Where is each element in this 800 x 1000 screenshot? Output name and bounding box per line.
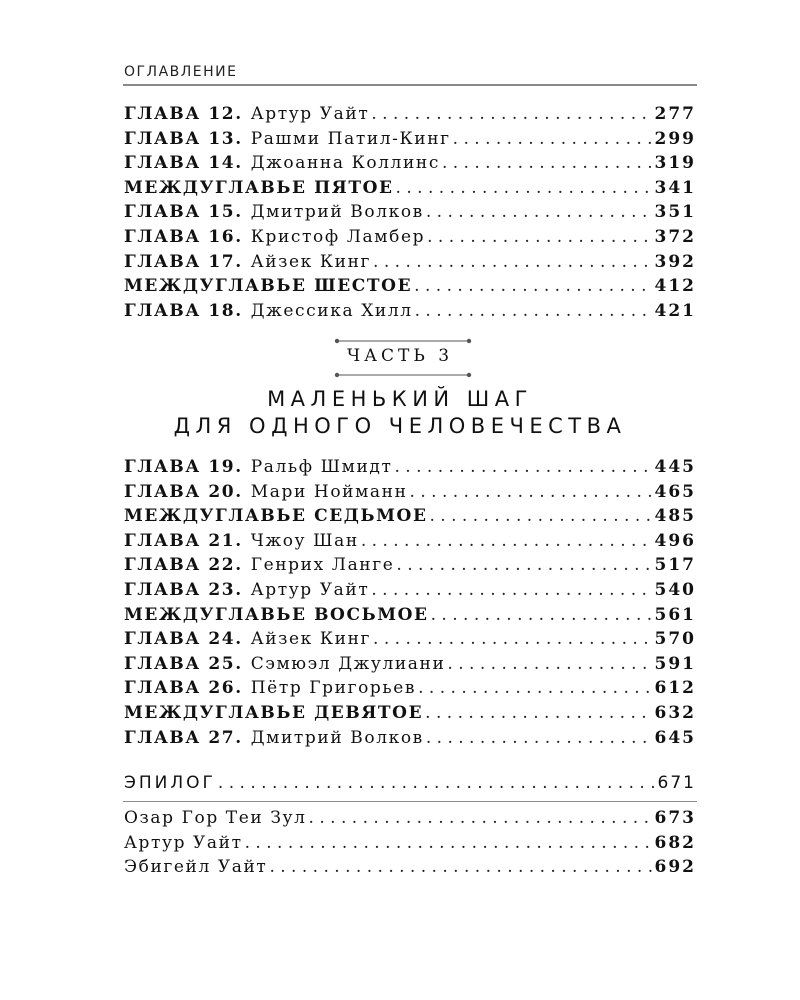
epilogue-label: ЭПИЛОГ bbox=[124, 773, 216, 793]
toc-entry-title: Кристоф Ламбер bbox=[250, 226, 426, 247]
toc-entry-title: Пётр Григорьев bbox=[250, 678, 417, 699]
toc-entry[interactable] bbox=[124, 457, 696, 482]
toc-entry-title: Айзек Кинг bbox=[250, 629, 372, 650]
toc-entry[interactable] bbox=[124, 629, 696, 654]
toc-list-part2 bbox=[124, 104, 696, 325]
dot-leader bbox=[396, 555, 652, 575]
toc-entry-page: 485 bbox=[654, 506, 696, 527]
dot-leader bbox=[410, 482, 653, 502]
toc-entry[interactable] bbox=[124, 104, 696, 129]
toc-entry-label: ГЛАВА 19. bbox=[124, 457, 243, 477]
toc-entry-title: Озар Гор Теи Зул bbox=[124, 808, 307, 828]
toc-entry-page: 465 bbox=[654, 481, 696, 502]
toc-entry-label: ГЛАВА 13. bbox=[124, 128, 243, 149]
toc-entry-title: Артур Уайт bbox=[124, 832, 243, 853]
toc-entry-page: 540 bbox=[654, 579, 696, 600]
toc-entry-label: МЕЖДУГЛАВЬЕ ШЕСТОЕ bbox=[124, 276, 413, 297]
toc-entry[interactable] bbox=[124, 555, 696, 580]
toc-entry-label: ГЛАВА 27. bbox=[124, 727, 243, 748]
dot-leader bbox=[447, 654, 652, 674]
toc-entry-epilogue[interactable] bbox=[124, 773, 696, 793]
toc-entry-page: 645 bbox=[654, 727, 696, 748]
dot-leader bbox=[453, 129, 653, 149]
dot-leader bbox=[245, 833, 653, 853]
toc-entry-title: Джессика Хилл bbox=[250, 300, 413, 321]
dot-leader bbox=[426, 202, 653, 222]
toc-entry[interactable] bbox=[124, 678, 696, 703]
toc-entry-page: 570 bbox=[654, 629, 696, 650]
toc-entry-page: 277 bbox=[654, 104, 696, 124]
toc-entry[interactable] bbox=[124, 808, 696, 833]
toc-entry-label: ГЛАВА 18. bbox=[124, 300, 243, 321]
toc-entry-interchapter[interactable] bbox=[124, 506, 696, 531]
toc-entry-title: Артур Уайт bbox=[250, 104, 370, 124]
dot-leader bbox=[426, 728, 653, 748]
toc-entry[interactable] bbox=[124, 654, 696, 679]
toc-entry-title: Артур Уайт bbox=[250, 579, 370, 600]
dot-leader bbox=[371, 104, 652, 124]
dot-leader bbox=[427, 227, 652, 247]
toc-entry-label: ГЛАВА 25. bbox=[124, 653, 243, 674]
toc-entry-label: ГЛАВА 16. bbox=[124, 226, 243, 247]
toc-entry-page: 632 bbox=[654, 702, 696, 723]
toc-entry[interactable] bbox=[124, 227, 696, 252]
dot-leader bbox=[395, 457, 653, 477]
toc-entry-label: ГЛАВА 23. bbox=[124, 579, 243, 600]
epilogue-rule bbox=[123, 801, 697, 802]
toc-entry-label: ГЛАВА 24. bbox=[124, 629, 243, 650]
toc-entry-label: ГЛАВА 22. bbox=[124, 555, 243, 576]
toc-entry-title: Мари Нойманн bbox=[250, 481, 408, 502]
toc-entry[interactable] bbox=[124, 531, 696, 556]
toc-entry-interchapter[interactable] bbox=[124, 276, 696, 301]
toc-entry-title: Айзек Кинг bbox=[250, 251, 372, 272]
dot-leader bbox=[371, 580, 652, 600]
dot-leader bbox=[415, 301, 653, 321]
toc-entry-label: ГЛАВА 12. bbox=[124, 104, 243, 124]
toc-list-afterword bbox=[124, 808, 696, 882]
dot-leader bbox=[418, 678, 652, 698]
toc-entry-page: 421 bbox=[654, 300, 696, 321]
toc-entry-label: ГЛАВА 20. bbox=[124, 481, 243, 502]
toc-entry-interchapter[interactable] bbox=[124, 605, 696, 630]
toc-entry-label: ГЛАВА 14. bbox=[124, 153, 243, 174]
toc-entry[interactable] bbox=[124, 252, 696, 277]
dot-leader bbox=[373, 629, 652, 649]
toc-entry-label: ГЛАВА 21. bbox=[124, 530, 243, 551]
toc-entry-page: 351 bbox=[654, 202, 696, 223]
dot-leader bbox=[269, 857, 652, 877]
toc-entry-page: 392 bbox=[654, 251, 696, 272]
dot-leader bbox=[218, 773, 656, 793]
toc-entry-title: Генрих Ланге bbox=[250, 555, 395, 576]
toc-entry-interchapter[interactable] bbox=[124, 703, 696, 728]
toc-entry-page: 299 bbox=[654, 128, 696, 149]
toc-entry[interactable] bbox=[124, 728, 696, 753]
toc-entry[interactable] bbox=[124, 857, 696, 882]
toc-entry-page: 372 bbox=[654, 226, 696, 247]
part-title-line2: ДЛЯ ОДНОГО ЧЕЛОВЕЧЕСТВА bbox=[173, 414, 627, 438]
toc-entry[interactable] bbox=[124, 153, 696, 178]
toc-entry-title: Дмитрий Волков bbox=[250, 727, 424, 748]
ornament-top bbox=[333, 336, 473, 346]
toc-entry-page: 682 bbox=[654, 832, 696, 853]
toc-entry-title: Чжоу Шан bbox=[250, 530, 359, 551]
toc-entry[interactable] bbox=[124, 580, 696, 605]
toc-entry-page: 591 bbox=[654, 653, 696, 674]
dot-leader bbox=[442, 153, 653, 173]
toc-entry[interactable] bbox=[124, 202, 696, 227]
toc-entry-title: Сэмюэл Джулиани bbox=[250, 653, 446, 674]
toc-entry[interactable] bbox=[124, 482, 696, 507]
toc-entry-page: 692 bbox=[654, 857, 696, 878]
toc-entry-page: 412 bbox=[654, 276, 696, 297]
toc-entry-page: 612 bbox=[654, 678, 696, 699]
header-rule bbox=[123, 84, 697, 86]
toc-entry-page: 341 bbox=[654, 177, 696, 198]
dot-leader bbox=[430, 506, 653, 526]
running-head: ОГЛАВЛЕНИЕ bbox=[124, 64, 238, 80]
toc-entry-page: 561 bbox=[654, 604, 696, 625]
toc-entry-label: ГЛАВА 15. bbox=[124, 202, 243, 223]
toc-entry-label: МЕЖДУГЛАВЬЕ ПЯТОЕ bbox=[124, 177, 394, 198]
toc-entry-page: 445 bbox=[654, 457, 696, 477]
toc-entry-title: Рашми Патил-Кинг bbox=[250, 128, 451, 149]
toc-entry[interactable] bbox=[124, 129, 696, 154]
toc-entry[interactable] bbox=[124, 301, 696, 326]
ornament-bottom bbox=[333, 370, 473, 380]
dot-leader bbox=[431, 605, 653, 625]
toc-entry-label: МЕЖДУГЛАВЬЕ ДЕВЯТОЕ bbox=[124, 702, 424, 723]
dot-leader bbox=[373, 252, 652, 272]
toc-entry-title: Ральф Шмидт bbox=[250, 457, 393, 477]
toc-entry-label: МЕЖДУГЛАВЬЕ ВОСЬМОЕ bbox=[124, 604, 429, 625]
dot-leader bbox=[309, 808, 653, 828]
toc-entry-page: 319 bbox=[654, 153, 696, 174]
toc-entry[interactable] bbox=[124, 833, 696, 858]
toc-entry-title: Эбигейл Уайт bbox=[124, 857, 268, 878]
toc-entry-label: МЕЖДУГЛАВЬЕ СЕДЬМОЕ bbox=[124, 506, 428, 527]
toc-entry-title: Дмитрий Волков bbox=[250, 202, 424, 223]
toc-entry-title: Джоанна Коллинс bbox=[250, 153, 440, 174]
dot-leader bbox=[361, 531, 653, 551]
toc-list-part3 bbox=[124, 457, 696, 752]
toc-entry-label: ГЛАВА 17. bbox=[124, 251, 243, 272]
part-title-line1: МАЛЕНЬКИЙ ШАГ bbox=[267, 387, 533, 411]
toc-entry-interchapter[interactable] bbox=[124, 178, 696, 203]
dot-leader bbox=[425, 703, 652, 723]
toc-entry-label: ГЛАВА 26. bbox=[124, 678, 243, 699]
toc-entry-page: 517 bbox=[654, 555, 696, 576]
epilogue-page: 671 bbox=[657, 773, 696, 793]
dot-leader bbox=[396, 178, 653, 198]
toc-entry-page: 673 bbox=[654, 808, 696, 828]
dot-leader bbox=[414, 276, 652, 296]
toc-entry-page: 496 bbox=[654, 530, 696, 551]
part-label: ЧАСТЬ 3 bbox=[346, 346, 454, 366]
